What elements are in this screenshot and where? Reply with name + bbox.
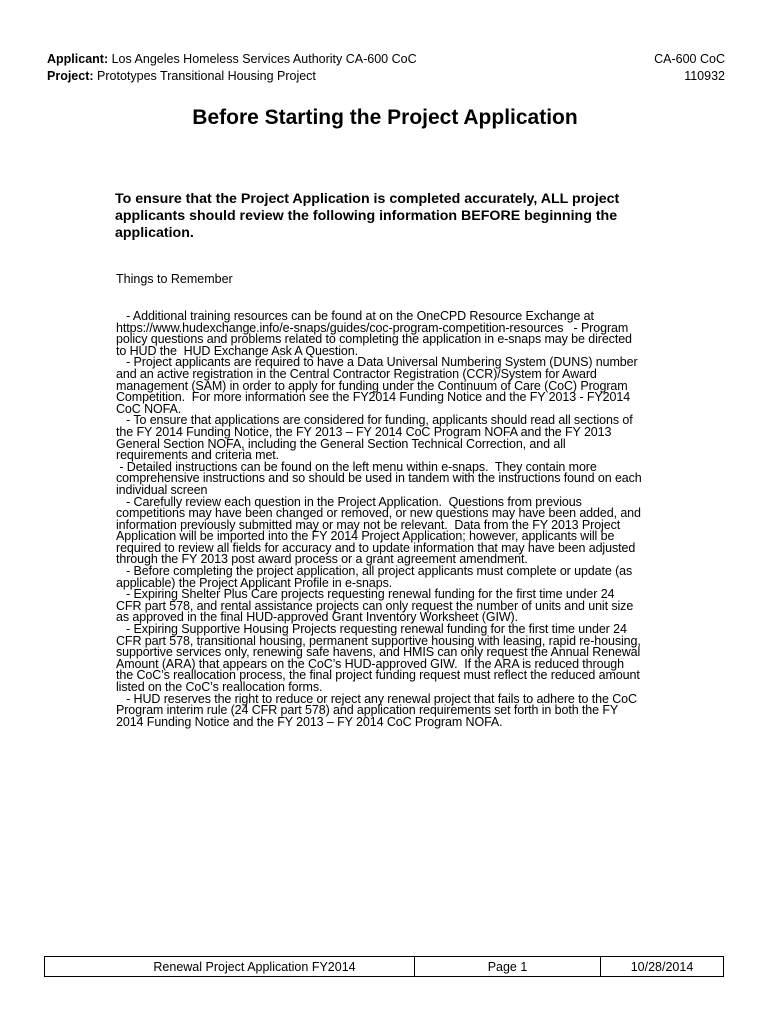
body-line: - Expiring Shelter Plus Care projects requesting renewal funding for the first time under 24 — [116, 587, 615, 602]
body-line: Competition. For more information see the FY2014 Funding Notice and the FY 2013 - FY2014 — [116, 390, 631, 405]
body-line: individual screen — [116, 482, 208, 497]
footer-date: 10/28/2014 — [630, 959, 694, 974]
body-line: comprehensive instructions and so should be used in tandem with the instructions found on each — [116, 471, 642, 486]
body-line: - HUD reserves the right to reduce or reject any renewal project that fails to adhere to the CoC — [116, 691, 637, 706]
applicant-value: Los Angeles Homeless Services Authority CA-600 CoC — [111, 52, 417, 66]
body-line: CFR part 578, transitional housing, permanent supportive housing with leasing, rapid re-housing, — [116, 633, 641, 648]
page-header — [47, 51, 725, 85]
body-line: - To ensure that applications are considered for funding, applicants should read all sections of — [116, 413, 633, 428]
applicant-label: Applicant: — [47, 52, 109, 66]
body-line: required to review all fields for accuracy and to update information that may have been adjusted — [116, 540, 636, 555]
page-footer — [44, 956, 724, 977]
body-line: requirements and criteria met. — [116, 448, 280, 463]
body-line: supportive services only, renewing safe havens, and HMIS can only request the Annual Renewal — [116, 645, 641, 660]
body-line: - Detailed instructions can be found on the left menu within e-snaps. They contain more — [116, 459, 597, 474]
project-value: Prototypes Transitional Housing Project — [97, 69, 316, 83]
body-line: information previously submitted may or may not be relevant. Data from the FY 2013 Project — [116, 517, 621, 532]
coc-code: CA-600 CoC — [654, 52, 725, 66]
body-line: - Additional training resources can be found at on the OneCPD Resource Exchange at — [116, 309, 594, 323]
body-line: the FY 2014 Funding Notice, the FY 2013 – FY 2014 CoC Program NOFA and the FY 2013 — [116, 424, 612, 439]
footer-page-number: Page 1 — [415, 957, 601, 976]
applicant-info — [47, 51, 417, 68]
body-line: CoC NOFA. — [116, 401, 182, 416]
body-line: CFR part 578, and rental assistance projects can only request the number of units and unit size — [116, 598, 634, 613]
project-label: Project: — [47, 69, 94, 83]
body-line: Application will be imported into the FY 2014 Project Application; however, applicants will be — [116, 529, 615, 544]
body-line: applicable) the Project Applicant Profile in e-snaps. — [116, 575, 393, 590]
body-line: policy questions and problems related to completing the application in e-snaps may be directed — [116, 332, 632, 347]
applicant-row — [47, 51, 725, 68]
body-line: the CoC’s reallocation process, the final project funding request must reflect the reduced amount — [116, 668, 640, 683]
things-to-remember-heading: Things to Remember — [116, 272, 233, 286]
body-line: and an active registration in the Central Contractor Registration (CCR)/System for Award — [116, 366, 597, 381]
body-line: Program interim rule (24 CFR part 578) and application requirements set forth in both the FY — [116, 703, 619, 718]
body-line: to HUD the HUD Exchange Ask A Question. — [116, 343, 358, 358]
body-line: - Expiring Supportive Housing Projects requesting renewal funding for the first time under 24 — [116, 622, 627, 637]
project-number: 110932 — [684, 69, 725, 83]
body-line: as approved in the final HUD-approved Grant Inventory Worksheet (GIW). — [116, 610, 518, 625]
project-info — [47, 68, 316, 85]
page-title: Before Starting the Project Application — [192, 106, 578, 129]
body-line: - Before completing the project application, all project applicants must complete or update (as — [116, 564, 633, 579]
instructions-body — [116, 311, 661, 728]
project-row — [47, 68, 725, 85]
body-line: through the FY 2013 post award process or a grant agreement amendment. — [116, 552, 528, 567]
body-line: management (SAM) in order to apply for funding under the Continuum of Care (CoC) Program — [116, 378, 628, 393]
footer-application-name: Renewal Project Application FY2014 — [45, 957, 415, 976]
body-line: - Project applicants are required to have a Data Universal Numbering System (DUNS) number — [116, 355, 638, 370]
body-line: 2014 Funding Notice and the FY 2013 – FY 2014 CoC Program NOFA. — [116, 714, 503, 729]
body-line: competitions may have been changed or removed, or new questions may have been added, and — [116, 506, 641, 521]
body-line: listed on the CoC’s reallocation forms. — [116, 680, 323, 694]
body-line: Amount (ARA) that appears on the CoC’s HUD-approved GIW. If the ARA is reduced through — [116, 656, 624, 671]
body-line: https://www.hudexchange.info/e-snaps/guides/coc-program-competition-resources - Program — [116, 320, 629, 335]
body-line: General Section NOFA, including the General Section Technical Correction, and all — [116, 436, 566, 451]
intro-paragraph: To ensure that the Project Application is completed accurately, ALL project applicants should review the following information BEFORE beginning the application. — [115, 191, 620, 241]
body-line: - Carefully review each question in the Project Application. Questions from previous — [116, 494, 582, 509]
